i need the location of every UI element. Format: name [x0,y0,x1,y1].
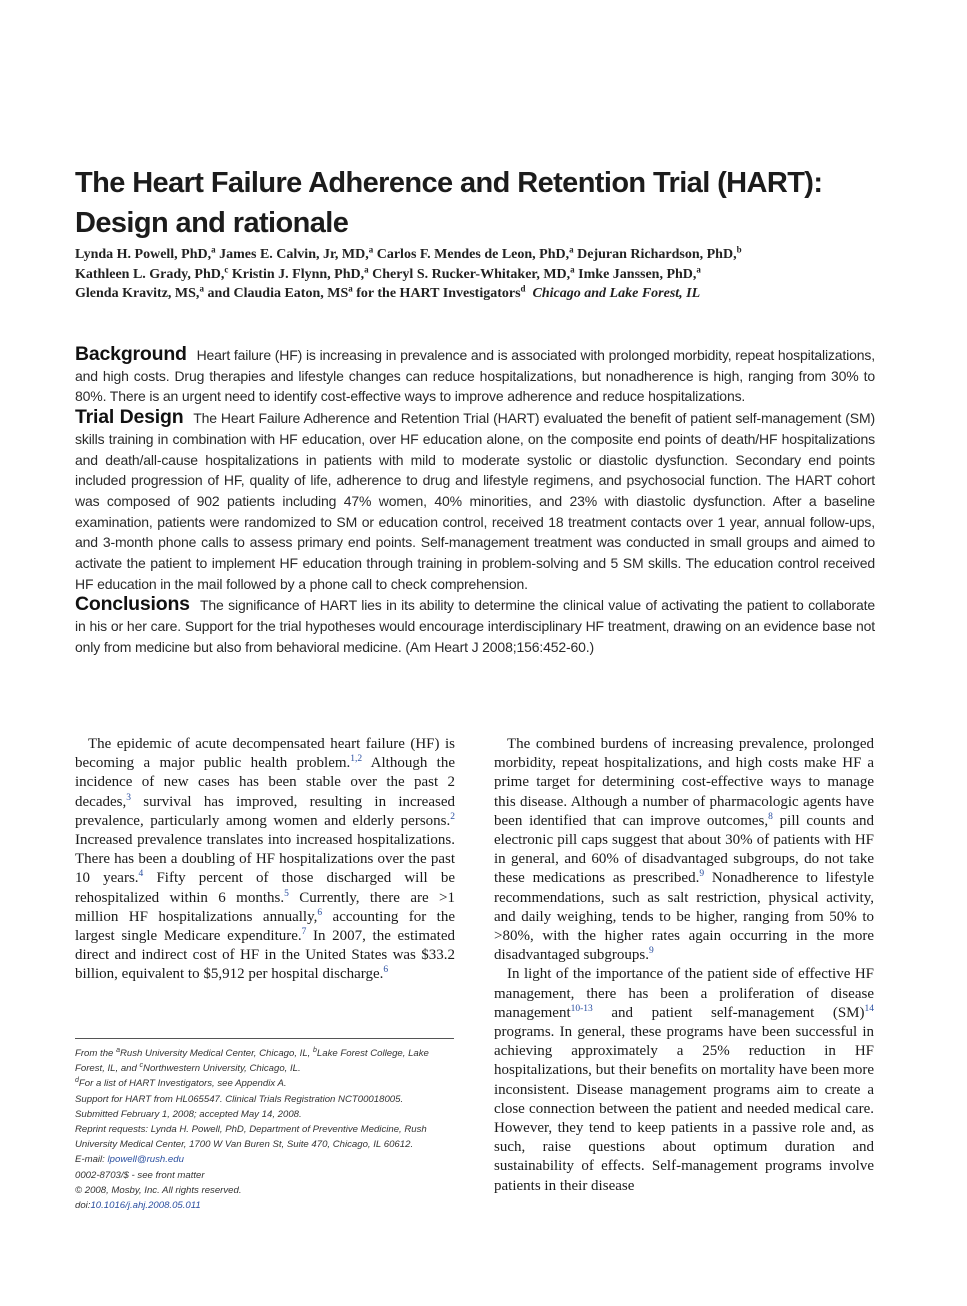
citation-ref[interactable]: 2 [450,811,455,822]
investigators-group: for the HART Investigators$^d$ [356,283,526,301]
body-paragraph: In light of the importance of the patient side of effective HF management, there has been a proliferation of disease management$^{10-13}$ and patient self-management (SM)$^{14}$ programs. In general, these programs have been successful in achieving approximately a 25% reduction in HF hospitalizations, but their benefits on mortality have been more inconsistent. Disease management programs aim to create a close connection between the patient and needed medical care. However, they tend to keep patients in a passive role and, as such, raise questions about optimum duration and sustainability of effects. Self-management programs involve patients in their disease [494,966,874,1194]
citation-ref[interactable]: 6 [317,907,323,918]
citation-ref[interactable]: 14 [864,1003,874,1014]
citation-ref[interactable]: 1,2 [350,754,363,765]
body-paragraph: The epidemic of acute decompensated heart failure (HF) is becoming a major public health problem.$^{1,2}$ Although the incidence of new cases has been stable over the past 2 decades,$^3$ survival has improved, resulting in increased prevalence, particularly among women and elderly persons.$^2$ Increased prevalence translates into increased hospitalizations. There has been a doubling of HF hospitalizations over the past 10 years.$^4$ Fifty percent of those discharged will be rehospitalized within 6 months.$^5$ Currently, there are >1 million HF hospitalizations annually,$^6$ accounting for the largest single Medicare expenditure.$^7$ In 2007, the estimated direct and indirect cost of HF in the United States was $33.2 billion, equivalent to $5,912 per hospital discharge.$^6$ [75,736,455,983]
investigators-note: $^d$For a list of HART Investigators, see Appendix A. [75,1077,287,1090]
citation-ref[interactable]: 10-13 [570,1003,593,1014]
body-column-right [494,735,874,1196]
doi-link[interactable]: 10.1016/j.ahj.2008.05.011 [90,1200,201,1212]
citation-ref[interactable]: 7 [301,927,307,938]
abstract-heading: Background [75,343,187,365]
abstract-heading: Conclusions [75,593,190,616]
citation-ref[interactable]: 3 [126,792,131,803]
copyright-line: © 2008, Mosby, Inc. All rights reserved. [75,1184,242,1196]
reprint-requests: Reprint requests: Lynda H. Powell, PhD, Department of Preventive Medicine, Rush University Medical Center, 1700 W Van Buren St, Suite 470, Chicago, IL 60612. [75,1124,427,1151]
citation-ref[interactable]: 9 [699,869,705,880]
email-line: E-mail: lpowell@rush.edu [75,1154,184,1166]
citation-ref[interactable]: 6 [383,965,389,976]
author: Dejuran Richardson, PhD,$^b$ [577,244,742,262]
footnote-divider [75,1038,454,1039]
author: Cheryl S. Rucker-Whitaker, MD,$^a$ [372,263,575,282]
body-column-left [75,735,455,985]
author: Glenda Kravitz, MS,$^a$ [75,283,204,301]
email-link[interactable]: lpowell@rush.edu [107,1154,184,1166]
author: Kristin J. Flynn, PhD,$^a$ [231,263,369,282]
citation-ref[interactable]: 9 [648,946,654,957]
support-note: Support for HART from HL065547. Clinical Trials Registration NCT00018005. [75,1093,404,1105]
author: Imke Janssen, PhD,$^a$ [578,263,701,282]
issn-line: 0002-8703/$ - see front matter [75,1169,205,1181]
citation-ref[interactable]: 4 [138,869,144,880]
body-paragraph: The combined burdens of increasing prevalence, prolonged morbidity, repeat hospitalizations, and high costs make HF a prime target for determining cost-effective ways to manage this disease. Although a number of pharmacologic agents have been identified that can improve outcomes,$^8$ pill counts and electronic pill caps suggest that about 30% of patients with HF in general, and 60% of disadvantaged subgroups, do not take these medications as prescribed.$^9$ Nonadherence to lifestyle recommendations, such as salt restriction, physical activity, and daily weighing, tends to be higher, ranging from 50% to >80%, with the higher rates again occurring in the more disadvantaged subgroups.$^9$ [494,736,874,964]
author-location: Chicago and Lake Forest, IL [532,286,701,301]
author: Kathleen L. Grady, PhD,$^c$ [75,263,229,282]
abstract-background: Background Heart failure (HF) is increasing in prevalence and is associated with prolonged morbidity, repeat hospitalizations, and high costs. Drug therapies and lifestyle changes can reduce hospitalizations, but nonadherence is high, ranging from 30% to 80%. There is an urgent need to identify cost-effective ways to improve adherence and reduce hospitalizations. [75,343,875,405]
abstract [75,344,875,658]
abstract-conclusions: Conclusions The significance of HART lies in its ability to determine the clinical value of activating the patient to collaborate in his or her care. Support for the trial hypotheses would encourage interdisciplinary HF treatment, drawing on an evidence base not only from medicine but also from behavioral medicine. (Am Heart J 2008;156:452-60.) [75,593,875,655]
author: Lynda H. Powell, PhD,$^a$ [75,244,216,262]
affiliations: From the $^a$Rush University Medical Center, Chicago, IL, $^b$Lake Forest College, Lake Forest, IL, and $^c$Northwestern University, Chicago, IL. [75,1046,429,1075]
author: and Claudia Eaton, $MS^a$ [207,283,353,301]
citation-ref[interactable]: 5 [284,888,289,899]
abstract-trial-design: Trial Design The Heart Failure Adherence and Retention Trial (HART) evaluated the benefit of patient self-management (SM) skills training in combination with HF education, over HF education alone, on the composite end points of death/HF hospitalizations and death/all-cause hospitalizations in patients with mild to moderate systolic or diastolic dysfunction. Secondary end points included progression of HF, quality of life, adherence to drug and lifestyle regimens, and psychosocial function. The HART cohort was composed of 902 patients including 47% women, 40% minorities, and 23% with diastolic dysfunction. After a baseline examination, patients were randomized to SM or education control, received 18 treatment contacts over 1 year, annual follow-ups, and 3-month phone calls to assess primary end points. Self-management treatment was conducted in small groups and aimed to activate the patient to implement HF education through training in problem-solving and 5 SM skills. The education control received HF education in the mail followed by a phone call to check comprehension. [75,406,875,592]
article-title: The Heart Failure Adherence and Retention Trial (HART): Design and rationale [75,167,823,239]
author-list [75,245,895,304]
footnotes [75,1046,457,1213]
doi-line: doi:10.1016/j.ahj.2008.05.011 [75,1200,201,1212]
citation-ref[interactable]: 8 [768,811,773,822]
abstract-heading: Trial Design [75,406,184,429]
author: Carlos F. Mendes de Leon, PhD,$^a$ [376,244,574,262]
submission-dates: Submitted February 1, 2008; accepted May 14, 2008. [75,1108,302,1120]
author: James E. Calvin, Jr, MD,$^a$ [219,244,374,262]
